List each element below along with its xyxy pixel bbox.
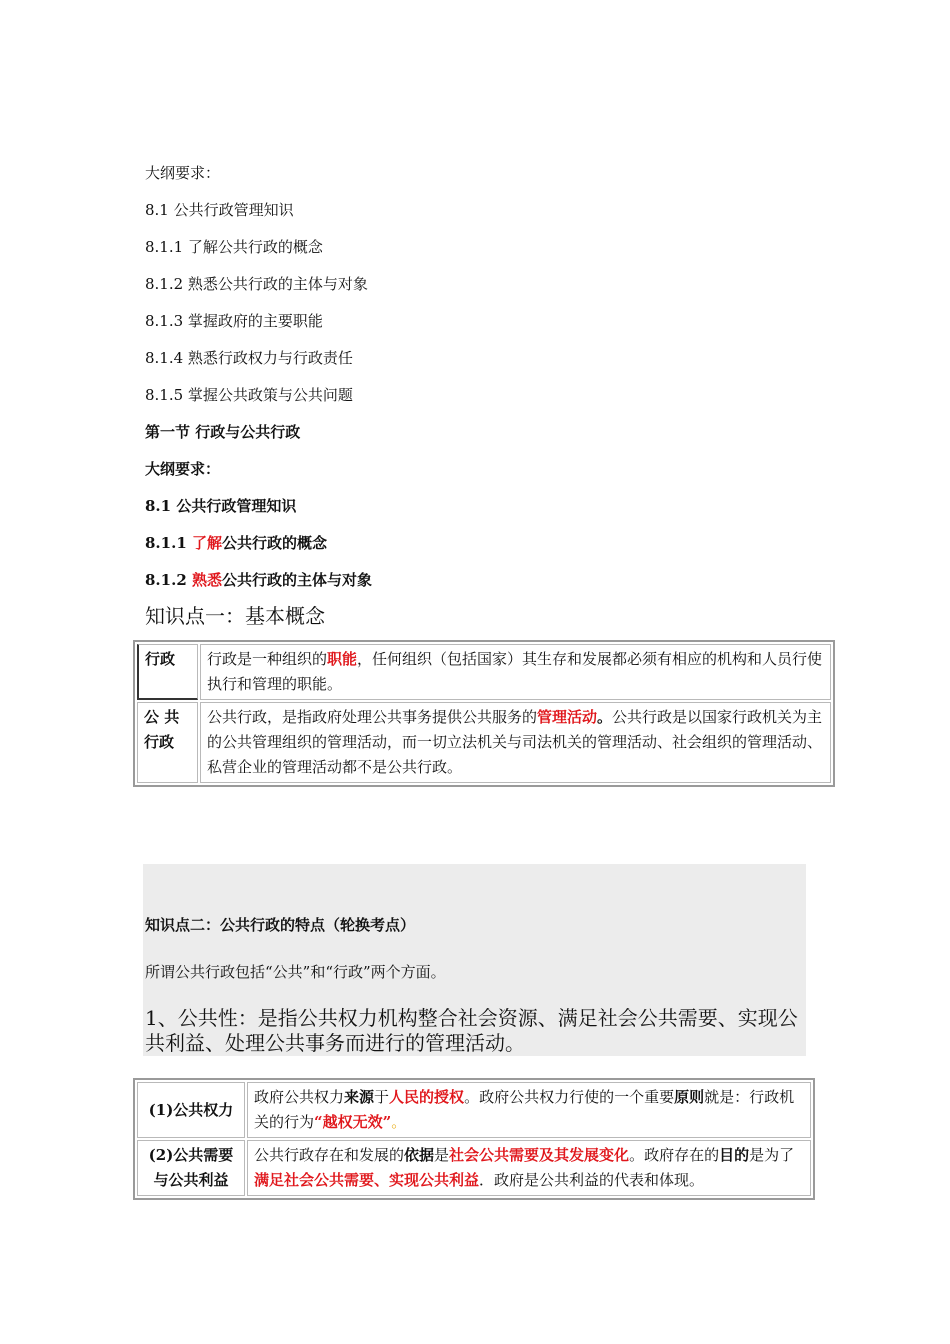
- definition-text: 公共行政存在和发展的: [254, 1146, 405, 1164]
- definition-text: ，任何组织（包括国家）其生存和发展都必须有相应的机构和人员行使执行和管理的职能。: [207, 650, 823, 693]
- definition-keyword: 社会公共需要及其发展变化: [449, 1146, 630, 1164]
- definition-keyword: 满足社会公共需要、实现公共利益: [254, 1171, 480, 1189]
- definition-text: 。: [597, 708, 613, 726]
- feature-table: [133, 1078, 815, 1200]
- definition-text: 公共行政，是指政府处理公共事务提供公共服务的: [207, 708, 538, 726]
- syllabus-item: 8.1 公共行政管理知识: [145, 201, 294, 219]
- item-text: 公共行政的主体与对象: [222, 571, 373, 589]
- definition-cell: [247, 1140, 811, 1196]
- table-row: [137, 702, 831, 783]
- point2-title: 知识点二：公共行政的特点（轮换考点）: [145, 916, 416, 934]
- publicness-text: 1、公共性：是指公共权力机构整合社会资源、满足社会公共需要、实现公共利益、处理公共事务而进行的管理活动。: [145, 1006, 798, 1055]
- syllabus-item: 8.1.5 掌握公共政策与公共问题: [145, 386, 353, 404]
- definition-text: ．政府是公共利益的代表和体现。: [479, 1171, 705, 1189]
- definition-emphasis: 来源: [344, 1088, 375, 1106]
- definition-keyword: 管理活动: [537, 708, 598, 726]
- definition-text: 。政府存在的: [629, 1146, 720, 1164]
- term-cell: (1)公共权力: [137, 1082, 245, 1138]
- table-row: [137, 1140, 811, 1196]
- table-row: [137, 1082, 811, 1138]
- definition-text: 是: [434, 1146, 450, 1164]
- definition-keyword: “越权无效”: [314, 1113, 392, 1131]
- definition-emphasis: 依据: [404, 1146, 435, 1164]
- table-row: [137, 644, 831, 700]
- syllabus-item: 8.1.2 熟悉公共行政的主体与对象: [145, 275, 368, 293]
- item-text: 公共行政的概念: [222, 534, 328, 552]
- requirement-keyword: 熟悉: [191, 571, 222, 589]
- definition-text: 公共行政是以国家行政机关为主的公共管理组织的管理活动，而一切立法机关与司法机关的管理活动、社会组织的管理活动、私营企业的管理活动都不是公共行政。: [207, 708, 823, 776]
- definition-cell: [200, 644, 831, 700]
- section-syllabus-item: 8.1 公共行政管理知识: [145, 497, 297, 515]
- section-syllabus-item: [145, 533, 327, 553]
- definition-text: 是为了: [749, 1146, 795, 1164]
- term-cell: 公 共行政: [137, 702, 198, 783]
- item-number: 8.1.2: [145, 571, 192, 589]
- definition-text: 。政府公共权力行使的一个重要: [464, 1088, 675, 1106]
- concept-table: [133, 640, 835, 787]
- requirement-keyword: 了解: [191, 534, 222, 552]
- definition-text: 于: [374, 1088, 390, 1106]
- section-syllabus-heading: 大纲要求：: [145, 460, 221, 478]
- definition-text: 政府公共权力: [254, 1088, 345, 1106]
- definition-text: 就是：行政机关的行为: [254, 1088, 795, 1131]
- definition-cell: [247, 1082, 811, 1138]
- definition-emphasis: 目的: [719, 1146, 750, 1164]
- section-syllabus-item: [145, 570, 372, 590]
- section-title: 第一节 行政与公共行政: [145, 423, 301, 441]
- point1-title: 知识点一：基本概念: [145, 604, 325, 628]
- syllabus-item: 8.1.3 掌握政府的主要职能: [145, 312, 323, 330]
- definition-cell: [200, 702, 831, 783]
- term-cell: 行政: [137, 644, 198, 700]
- syllabus-heading: 大纲要求：: [145, 164, 221, 182]
- item-number: 8.1.1: [145, 534, 192, 552]
- syllabus-item: 8.1.1 了解公共行政的概念: [145, 238, 323, 256]
- definition-text: 行政是一种组织的: [207, 650, 328, 668]
- point2-intro: 所谓公共行政包括“公共”和“行政”两个方面。: [145, 963, 446, 981]
- term-cell: (2)公共需要与公共利益: [137, 1140, 245, 1196]
- definition-keyword: 职能: [327, 650, 358, 668]
- syllabus-item: 8.1.4 熟悉行政权力与行政责任: [145, 349, 353, 367]
- definition-text: 。: [391, 1113, 407, 1131]
- definition-emphasis: 原则: [674, 1088, 705, 1106]
- definition-keyword: 人民的授权: [389, 1088, 465, 1106]
